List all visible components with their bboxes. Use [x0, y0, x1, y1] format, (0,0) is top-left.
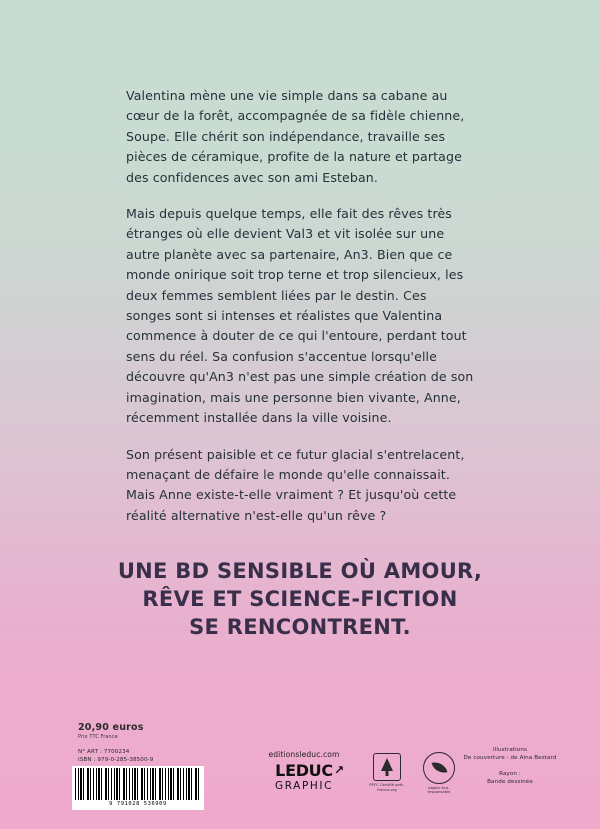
credit-value: Bande dessinée [487, 779, 533, 786]
publisher-logo [275, 761, 344, 780]
barcode-digits: 9 791028 536909 [109, 801, 167, 807]
tagline [70, 557, 530, 641]
isbn-code: ISBN : 979-0-285-38500-9 [78, 757, 154, 763]
tagline-line: RÊVE ET SCIENCE-FICTION [142, 587, 458, 611]
credit-item [462, 770, 558, 787]
barcode-bars [75, 768, 201, 800]
credit-role: Illustrations [492, 747, 528, 753]
credit-item [462, 746, 558, 763]
price-block [78, 722, 144, 740]
barcode [72, 766, 204, 810]
tagline-line: UNE BD SENSIBLE OÙ AMOUR, [117, 559, 483, 583]
article-code: N° ART : 7700234 [78, 749, 130, 755]
publisher-url[interactable]: editionsleduc.com [268, 750, 340, 759]
eco-caption: papier éco-responsable [427, 786, 451, 794]
tree-icon [373, 753, 401, 781]
publisher-name: LEDUC [275, 761, 333, 780]
product-codes [78, 748, 153, 764]
price-value: 20,90 euros [78, 722, 144, 733]
pefc-logo [368, 753, 406, 792]
tagline-line: SE RENCONTRENT. [189, 615, 411, 639]
price-note: Prix TTC France [78, 734, 118, 740]
publisher-imprint: GRAPHIC [274, 780, 334, 792]
arrow-icon: ↗ [334, 763, 344, 777]
blurb-paragraph: Mais depuis quelque temps, elle fait des rêves très étranges où elle devient Val3 et vit isolée sur une autre planète avec sa partenaire, An3. Bien que ce monde onirique soit trop terne et trop silencieux, les deux femmes semblent liées par le destin. Ces songes sont si intenses et réalistes que Valentina commence à douter de ce qui l'entoure, perdant tout sens du réel. Sa confusion s'accentue lorsqu'elle découvre qu'An3 n'est pas une simple création de son imagination, mais une personne bien vivante, Anne, récemment installée dans la ville voisine. [126, 206, 474, 426]
blurb-text [126, 86, 474, 526]
credits-block [462, 746, 558, 787]
eco-paper-logo [420, 752, 458, 794]
leaf-icon [423, 752, 455, 784]
blurb-paragraph: Son présent paisible et ce futur glacial s'entrelacent, menaçant de défaire le monde qu'elle connaissait. Mais Anne existe-t-elle vraiment ? Et jusqu'où cette réalité alternative n'est-elle qu'un rêve ? [126, 446, 465, 523]
certification-logos [368, 752, 458, 794]
publisher-block [248, 750, 360, 792]
blurb-paragraph: Valentina mène une vie simple dans sa cabane au cœur de la forêt, accompagnée de sa fidèle chienne, Soupe. Elle chérit son indépendance, travaille ses pièces de céramique, profite de la nature et partage des confidences avec son ami Esteban. [126, 88, 465, 185]
credit-role: Rayon : [499, 770, 521, 777]
pefc-caption: PEFC Certifié pefc-france.org [369, 783, 405, 792]
credit-value: De couverture : de Aina Bestard [463, 755, 557, 762]
